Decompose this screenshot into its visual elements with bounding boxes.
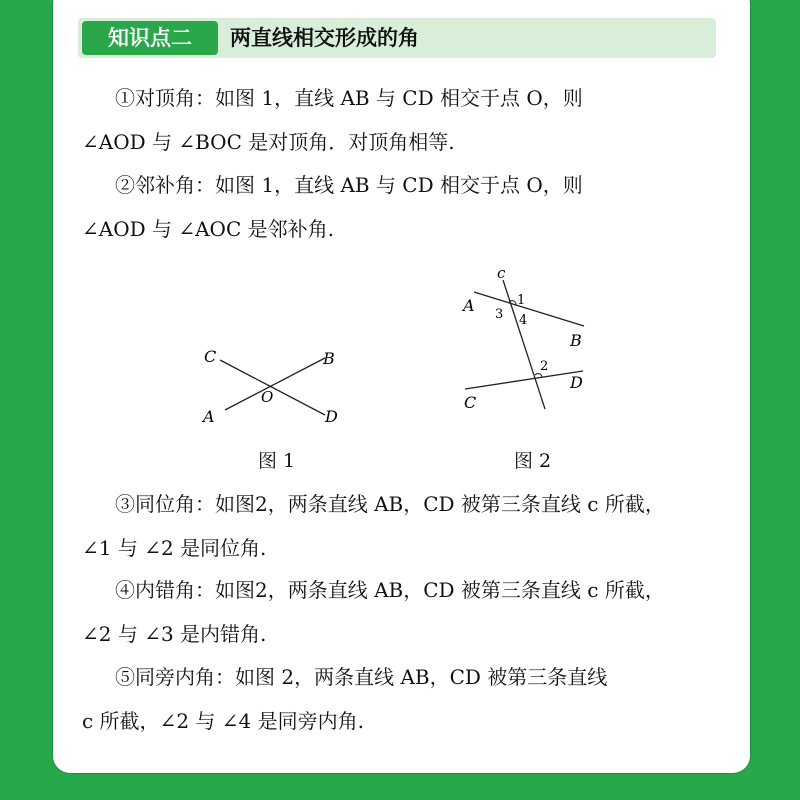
label-o: O	[261, 388, 274, 406]
label-d: D	[325, 407, 338, 426]
line-ab	[474, 292, 584, 326]
label-b: B	[323, 349, 335, 368]
figure-2-caption: 图 2	[514, 450, 552, 472]
line-cd	[465, 371, 583, 389]
label-b: B	[570, 331, 582, 350]
label-c-line: c	[497, 264, 506, 282]
item-vertical-angles-line2: ∠AOD 与 ∠BOC 是对顶角．对顶角相等.	[82, 130, 455, 154]
item-corresponding-angles-line1: ③同位角：如图2，两条直线 AB，CD 被第三条直线 c 所截，	[115, 492, 665, 516]
figure-1-caption: 图 1	[258, 450, 296, 472]
label-angle-4: 4	[519, 313, 528, 328]
line-ab	[225, 358, 325, 410]
item-same-side-interior-line1: ⑤同旁内角：如图 2，两条直线 AB，CD 被第三条直线	[115, 665, 608, 689]
item-corresponding-angles-line2: ∠1 与 ∠2 是同位角.	[82, 536, 267, 560]
figure-1	[190, 340, 360, 440]
item-adjacent-angles-line2: ∠AOD 与 ∠AOC 是邻补角.	[82, 217, 334, 241]
content-card	[52, 0, 751, 774]
label-angle-1: 1	[517, 293, 526, 308]
item-alternate-interior-line1: ④内错角：如图2，两条直线 AB，CD 被第三条直线 c 所截，	[115, 578, 665, 602]
label-c: C	[204, 347, 217, 366]
section-tag: 知识点二	[82, 21, 218, 55]
label-c: C	[464, 393, 477, 412]
label-a: A	[463, 296, 475, 315]
label-a: A	[203, 407, 215, 426]
item-same-side-interior-line2: c 所截，∠2 与 ∠4 是同旁内角.	[82, 709, 364, 733]
label-d: D	[570, 373, 583, 392]
section-title: 两直线相交形成的角	[230, 26, 419, 50]
item-vertical-angles-line1: ①对顶角：如图 1，直线 AB 与 CD 相交于点 O，则	[115, 86, 583, 110]
angle-mark-lower	[535, 374, 542, 377]
figure-2	[452, 262, 602, 417]
item-adjacent-angles-line1: ②邻补角：如图 1，直线 AB 与 CD 相交于点 O，则	[115, 173, 583, 197]
label-angle-2: 2	[540, 359, 549, 374]
label-angle-3: 3	[495, 307, 504, 322]
item-alternate-interior-line2: ∠2 与 ∠3 是内错角.	[82, 622, 267, 646]
